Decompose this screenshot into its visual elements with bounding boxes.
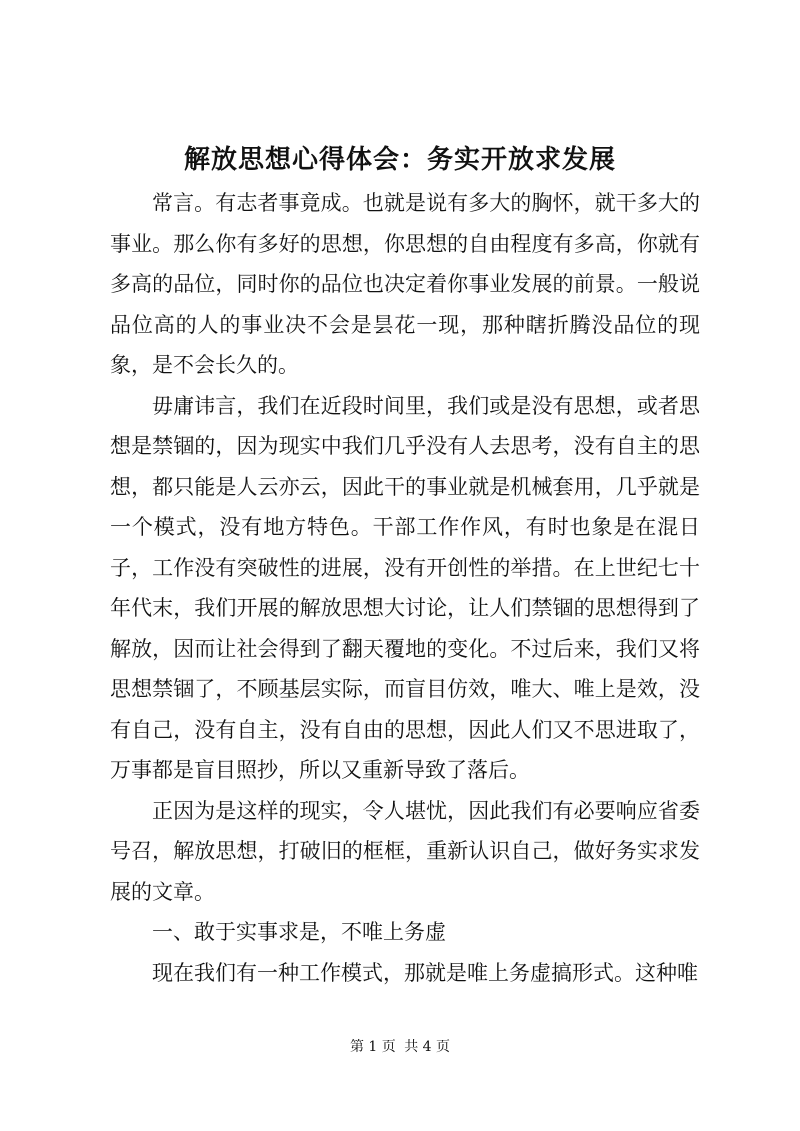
paragraph-2: 毋庸讳言，我们在近段时间里，我们或是没有思想，或者思想是禁锢的，因为现实中我们几乎没有人去思考，没有自主的思想，都只能是人云亦云，因此干的事业就是机械套用，几乎就是一个模式，没有地方特色。干部工作作风，有时也象是在混日子，工作没有突破性的进展，没有开创性的举措。在上世纪七十年代末，我们开展的解放思想大讨论，让人们禁锢的思想得到了解放，因而让社会得到了翻天覆地的变化。不过后来，我们又将思想禁锢了，不顾基层实际，而盲目仿效，唯大、唯上是效，没有自己，没有自主，没有自由的思想，因此人们又不思进取了，万事都是盲目照抄，所以又重新导致了落后。 (110, 393, 700, 782)
page-total: 共 4 页 (404, 1039, 451, 1055)
document-body (110, 183, 700, 993)
paragraph-3: 正因为是这样的现实，令人堪忧，因此我们有必要响应省委号召，解放思想，打破旧的框框，重新认识自己，做好务实求发展的文章。 (110, 798, 700, 904)
paragraph-1: 常言。有志者事竟成。也就是说有多大的胸怀，就干多大的事业。那么你有多好的思想，你思想的自由程度有多高，你就有多高的品位，同时你的品位也决定着你事业发展的前景。一般说品位高的人的事业决不会是昙花一现，那种瞎折腾没品位的现象，是不会长久的。 (110, 191, 700, 377)
section-heading: 一、敢于实事求是，不唯上务虚 (152, 920, 446, 944)
page-number: 第 1 页 (349, 1039, 396, 1055)
paragraph-4: 现在我们有一种工作模式，那就是唯上务虚搞形式。这种唯 (152, 960, 698, 985)
page-footer (0, 1037, 800, 1057)
document-title: 解放思想心得体会：务实开放求发展 (183, 145, 616, 175)
